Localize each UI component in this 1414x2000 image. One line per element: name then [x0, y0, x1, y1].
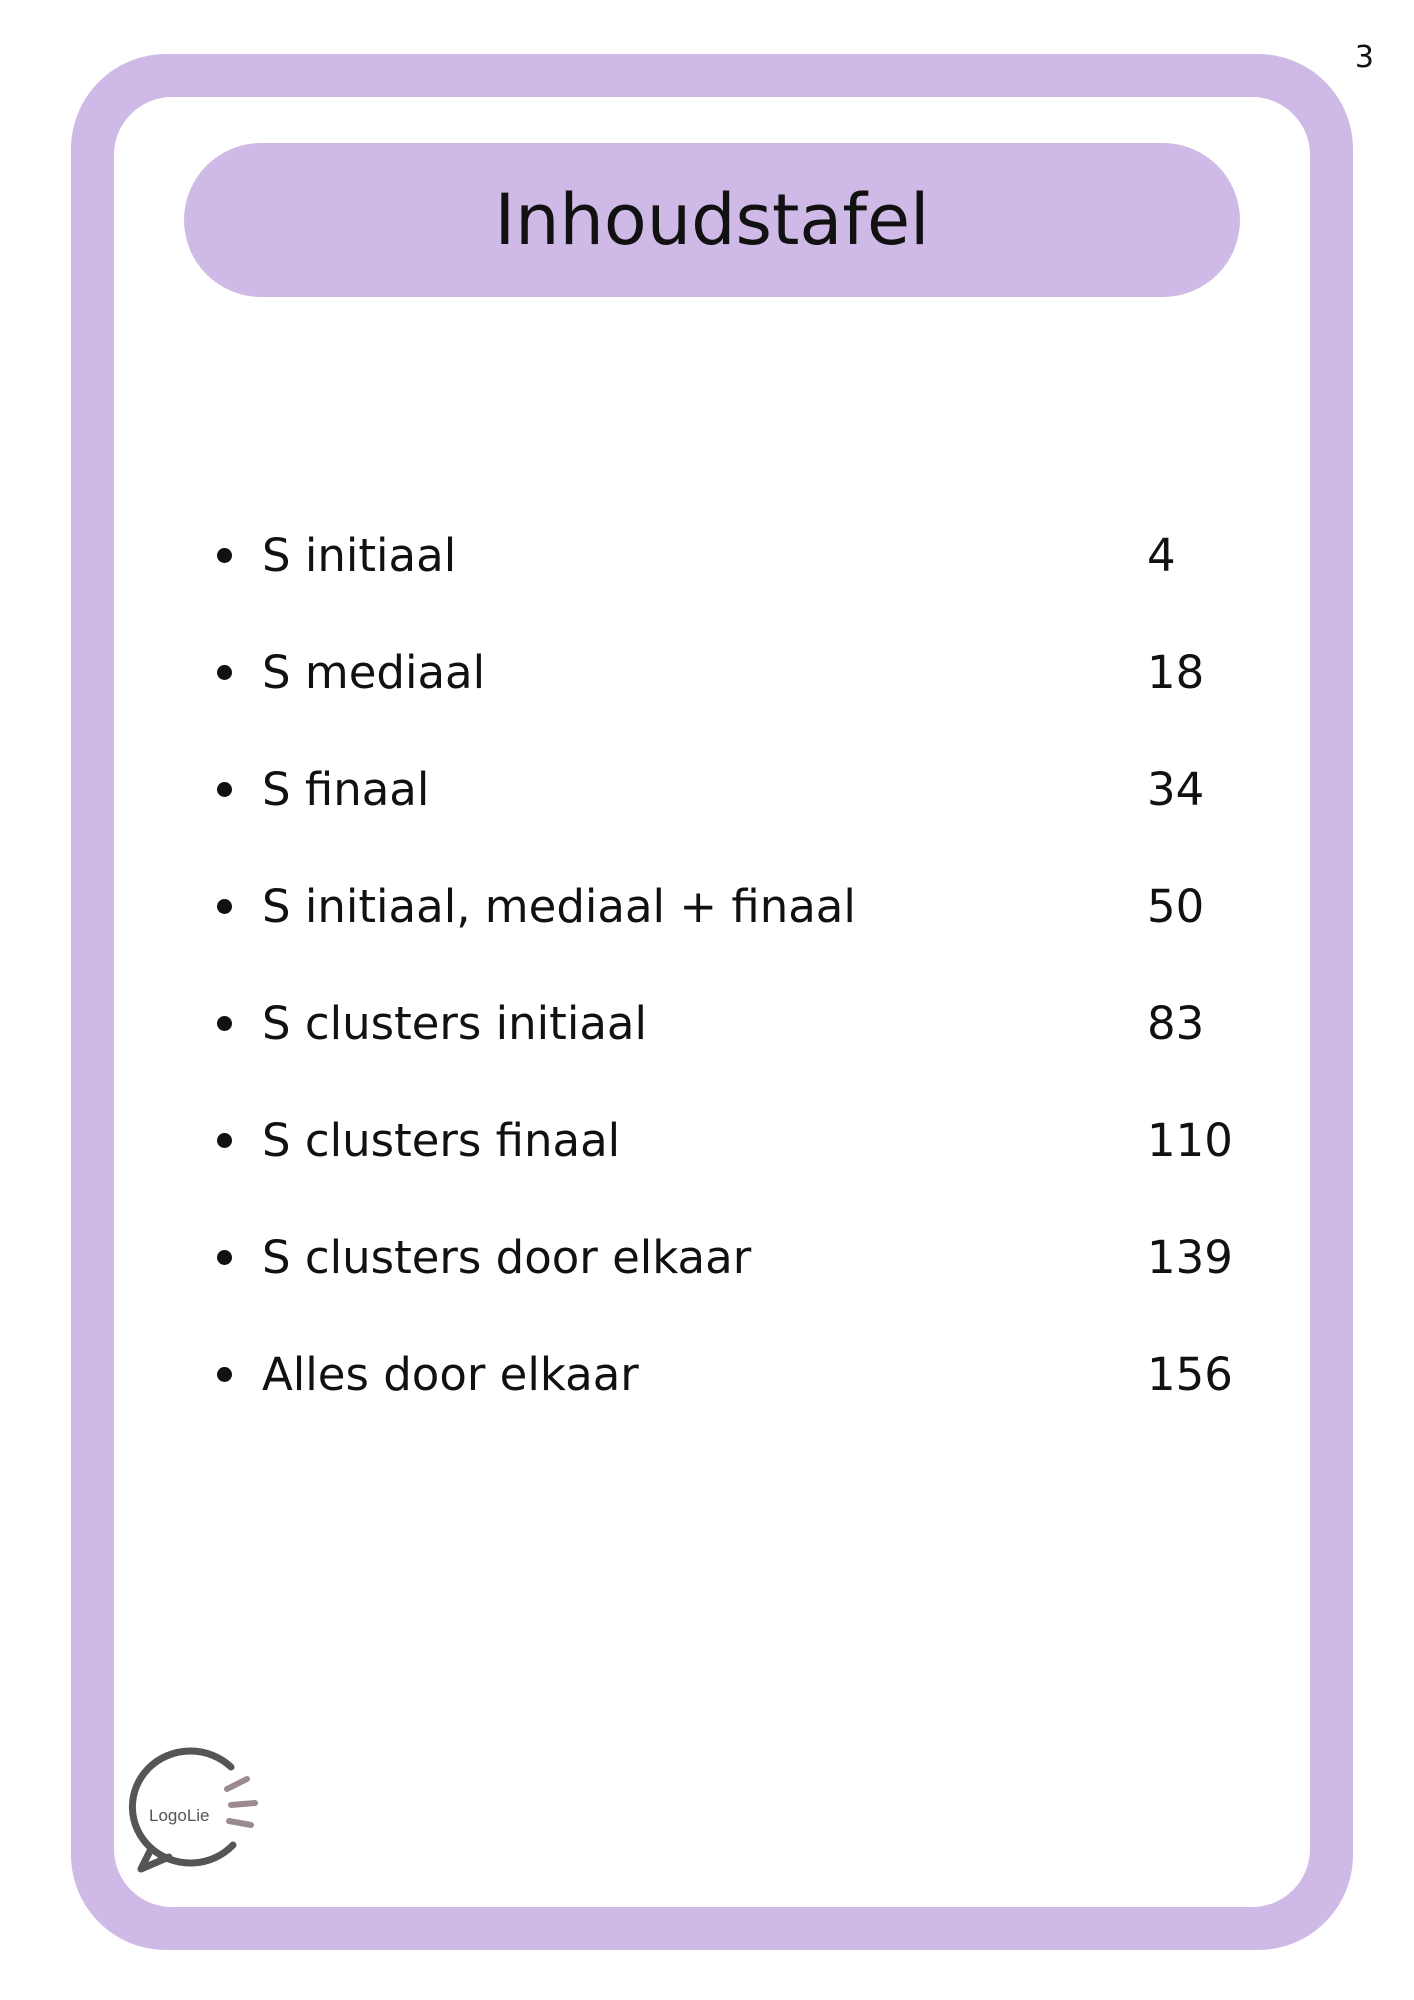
bullet-icon — [217, 1133, 232, 1148]
bullet-icon — [217, 1016, 232, 1031]
toc-item-page: 139 — [1147, 1230, 1233, 1284]
toc-item[interactable] — [217, 876, 1277, 936]
content-area — [114, 97, 1310, 1907]
toc-item-page: 50 — [1147, 879, 1205, 933]
toc-item[interactable] — [217, 759, 1277, 819]
bullet-icon — [217, 1250, 232, 1265]
toc-item-label: Alles door elkaar — [262, 1347, 639, 1401]
toc-item[interactable] — [217, 525, 1277, 585]
bullet-icon — [217, 899, 232, 914]
toc-item-page: 110 — [1147, 1113, 1233, 1167]
page-number: 3 — [1354, 40, 1374, 75]
speech-bubble-icon — [127, 1745, 267, 1875]
toc-item[interactable] — [217, 642, 1277, 702]
table-of-contents — [114, 97, 1310, 1907]
toc-item-label: S initiaal — [262, 528, 457, 582]
page-frame — [71, 54, 1353, 1950]
toc-item[interactable] — [217, 1227, 1277, 1287]
toc-item-label: S clusters door elkaar — [262, 1230, 752, 1284]
toc-item-label: S clusters initiaal — [262, 996, 647, 1050]
logo-text: LogoLie — [149, 1806, 210, 1825]
toc-item[interactable] — [217, 993, 1277, 1053]
toc-item[interactable] — [217, 1110, 1277, 1170]
toc-item-page: 34 — [1147, 762, 1205, 816]
toc-item-page: 156 — [1147, 1347, 1233, 1401]
bullet-icon — [217, 665, 232, 680]
toc-item-label: S initiaal, mediaal + finaal — [262, 879, 856, 933]
toc-item-label: S mediaal — [262, 645, 486, 699]
toc-item-label: S finaal — [262, 762, 430, 816]
toc-item-page: 83 — [1147, 996, 1205, 1050]
bullet-icon — [217, 548, 232, 563]
toc-item[interactable] — [217, 1344, 1277, 1404]
logolie-logo — [127, 1745, 267, 1875]
page-title: Inhoudstafel — [494, 179, 930, 261]
toc-item-page: 18 — [1147, 645, 1205, 699]
bullet-icon — [217, 1367, 232, 1382]
bullet-icon — [217, 782, 232, 797]
toc-item-page: 4 — [1147, 528, 1176, 582]
toc-item-label: S clusters finaal — [262, 1113, 621, 1167]
